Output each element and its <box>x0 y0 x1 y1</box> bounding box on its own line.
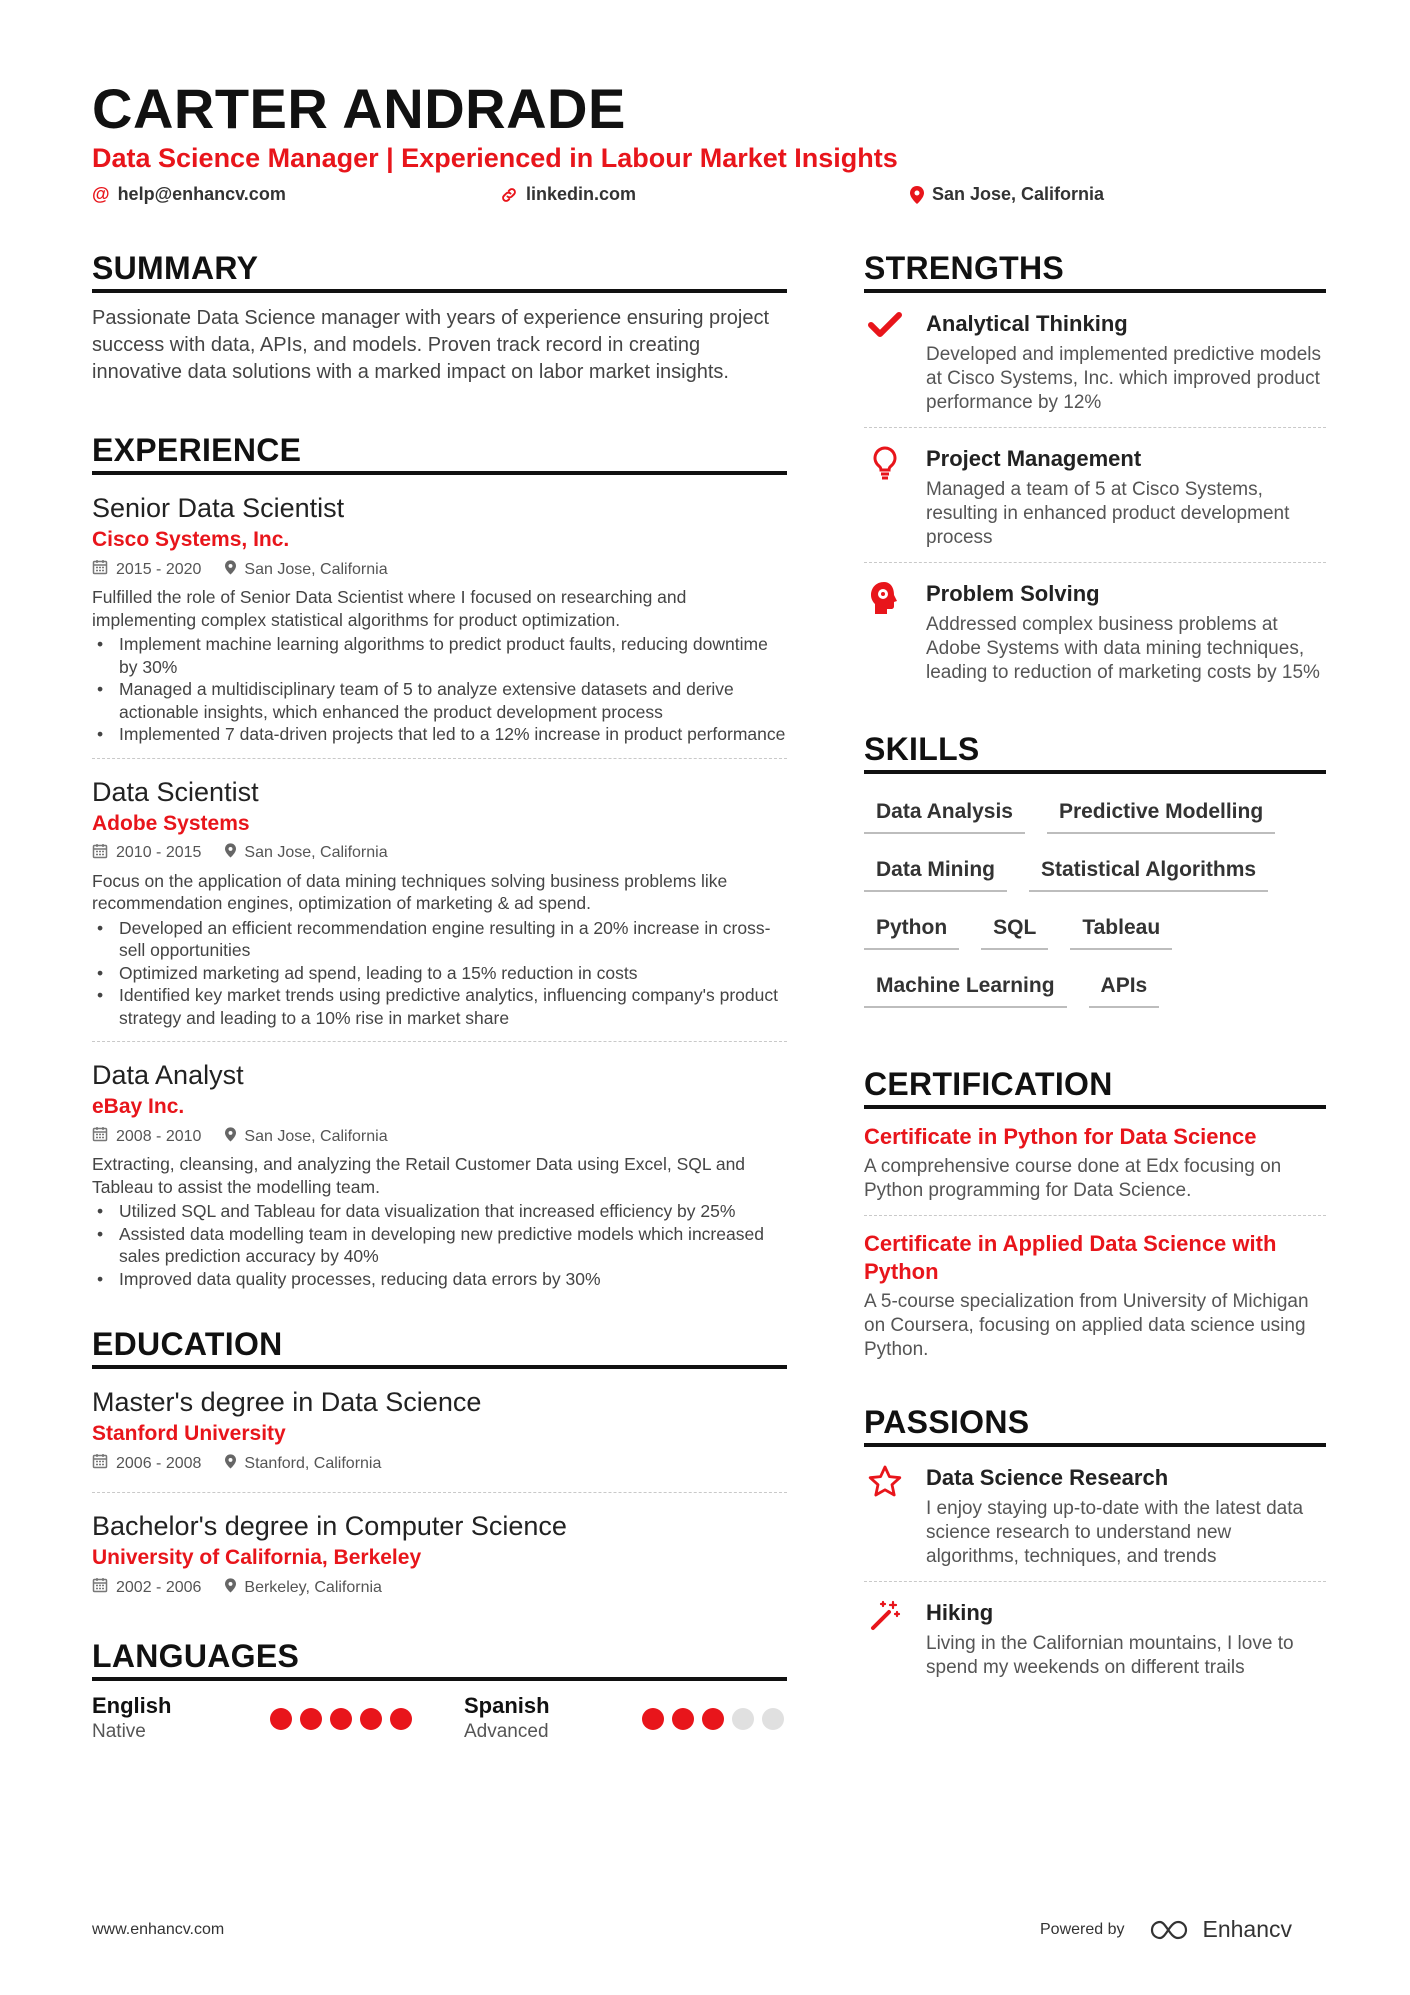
skill-tag: Data Mining <box>864 850 1007 892</box>
map-pin-icon <box>225 843 236 863</box>
bullet-item: • Optimized marketing ad spend, leading to a 15% reduction in costs <box>92 962 787 985</box>
rating-dot-filled <box>360 1708 382 1730</box>
strength-item <box>864 438 1326 563</box>
certification-description: A comprehensive course done at Edx focusing on Python programming for Data Science. <box>864 1156 1282 1201</box>
calendar-icon <box>92 559 108 580</box>
entry-meta <box>92 843 787 864</box>
experience-entry <box>92 769 787 1043</box>
entry-location: San Jose, California <box>244 844 388 861</box>
right-column <box>864 250 1326 1702</box>
bullet-item: • Assisted data modelling team in developing new predictive models which increased sales prediction accuracy by 40% <box>92 1223 787 1268</box>
strength-item <box>864 303 1326 428</box>
entry-dates: 2008 - 2010 <box>116 1127 202 1145</box>
strength-title: Analytical Thinking <box>926 311 1128 336</box>
job-title: Data Scientist <box>92 776 259 807</box>
entry-meta <box>92 1453 787 1474</box>
experience-section <box>92 432 787 1302</box>
company-name: Cisco Systems, Inc. <box>92 528 290 551</box>
strengths-title: STRENGTHS <box>864 250 1326 293</box>
calendar-icon <box>92 843 108 864</box>
degree: Bachelor's degree in Computer Science <box>92 1511 567 1541</box>
strength-description: Addressed complex business problems at Adobe Systems with data mining techniques, leading to reduction of marketing costs by 15% <box>926 614 1320 683</box>
map-pin-icon <box>225 1454 236 1474</box>
entry-description: Focus on the application of data mining techniques solving business problems like recommendation engines, optimization of marketing & ad spend. <box>92 870 728 913</box>
bullet-item: • Managed a multidisciplinary team of 5 to analyze extensive datasets and derive actionable insights, which enhanced the product development process <box>92 678 787 723</box>
education-title: EDUCATION <box>92 1326 787 1369</box>
summary-text: Passionate Data Science manager with years of experience ensuring project success with data, APIs, and models. Proven track record in creating innovative data solutions with a marked impact on labor market insights. <box>92 307 770 383</box>
contact-email[interactable] <box>92 184 286 205</box>
candidate-headline: Data Science Manager | Experienced in Labour Market Insights <box>92 143 898 173</box>
lightbulb-icon <box>864 444 906 550</box>
skill-tag: Data Analysis <box>864 792 1025 834</box>
language-level: Advanced <box>464 1721 549 1742</box>
degree: Master's degree in Data Science <box>92 1387 482 1417</box>
strength-title: Project Management <box>926 446 1142 471</box>
language-list <box>92 1693 787 1745</box>
certification-description: A 5-course specialization from University of Michigan on Coursera, focusing on applied data science using Python. <box>864 1291 1309 1360</box>
summary-title: SUMMARY <box>92 250 787 293</box>
strengths-section <box>864 250 1326 697</box>
certification-section <box>864 1066 1326 1374</box>
at-icon: @ <box>92 184 110 204</box>
rating-dot-empty <box>762 1708 784 1730</box>
skill-tag: APIs <box>1089 966 1160 1008</box>
bullet-item: • Developed an efficient recommendation engine resulting in a 20% increase in cross-sell opportunities <box>92 917 787 962</box>
entry-description: Extracting, cleansing, and analyzing the Retail Customer Data using Excel, SQL and Tableau to assist the modelling team. <box>92 1154 746 1197</box>
map-pin-icon <box>225 560 236 580</box>
entry-bullets <box>92 1200 787 1290</box>
left-column <box>92 250 787 1745</box>
star-icon <box>864 1463 906 1569</box>
summary-section <box>92 250 787 386</box>
languages-section <box>92 1638 787 1745</box>
rating-dot-filled <box>672 1708 694 1730</box>
map-pin-icon <box>910 186 924 204</box>
certification-name: Certificate in Python for Data Science <box>864 1124 1257 1149</box>
skills-list <box>864 784 1326 1024</box>
entry-description: Fulfilled the role of Senior Data Scientist where I focused on researching and implementing complex statistical algorithms for product optimization. <box>92 587 687 630</box>
language-rating <box>270 1708 412 1730</box>
location-text: San Jose, California <box>932 184 1105 204</box>
languages-title: LANGUAGES <box>92 1638 787 1681</box>
calendar-icon <box>92 1453 108 1474</box>
school-name: University of California, Berkeley <box>92 1546 422 1569</box>
education-section <box>92 1326 787 1616</box>
footer-website[interactable]: www.enhancv.com <box>92 1921 225 1938</box>
skills-title: SKILLS <box>864 731 1326 774</box>
link-icon <box>500 186 518 204</box>
skill-tag: Python <box>864 908 959 950</box>
contact-linkedin[interactable] <box>500 184 636 205</box>
bullet-item: • Implement machine learning algorithms to predict product faults, reducing downtime by 30% <box>92 633 787 678</box>
bullet-item: • Identified key market trends using predictive analytics, influencing company's product strategy and leading to a 10% rise in market share <box>92 984 787 1029</box>
calendar-icon <box>92 1577 108 1598</box>
strength-title: Problem Solving <box>926 581 1100 606</box>
skill-tag: Tableau <box>1070 908 1172 950</box>
entry-dates: 2002 - 2006 <box>116 1578 202 1596</box>
magic-wand-icon <box>864 1598 906 1680</box>
entry-location: San Jose, California <box>244 1127 388 1145</box>
education-entry <box>92 1379 787 1493</box>
rating-dot-empty <box>732 1708 754 1730</box>
enhancv-logo[interactable] <box>1149 1916 1293 1943</box>
calendar-icon <box>92 1126 108 1147</box>
job-title: Data Analyst <box>92 1060 244 1090</box>
passion-title: Hiking <box>926 1600 994 1625</box>
rating-dot-filled <box>270 1708 292 1730</box>
language-rating <box>642 1708 784 1730</box>
strength-description: Managed a team of 5 at Cisco Systems, resulting in enhanced product development process <box>926 479 1290 548</box>
strength-description: Developed and implemented predictive models at Cisco Systems, Inc. which improved product performance by 12% <box>926 344 1322 413</box>
bullet-item: • Implemented 7 data-driven projects that led to a 12% increase in product performance <box>92 723 787 746</box>
skill-tag: SQL <box>981 908 1048 950</box>
entry-dates: 2010 - 2015 <box>116 844 202 861</box>
skill-tag: Machine Learning <box>864 966 1067 1008</box>
candidate-name: CARTER ANDRADE <box>92 77 626 140</box>
certification-name: Certificate in Applied Data Science with Python <box>864 1231 1277 1284</box>
education-entry <box>92 1503 787 1616</box>
certification-title: CERTIFICATION <box>864 1066 1326 1109</box>
language-level: Native <box>92 1721 146 1742</box>
bullet-item: • Utilized SQL and Tableau for data visualization that increased efficiency by 25% <box>92 1200 787 1223</box>
passion-item <box>864 1592 1326 1692</box>
language-name: English <box>92 1693 172 1718</box>
certification-item <box>864 1226 1326 1374</box>
rating-dot-filled <box>642 1708 664 1730</box>
rating-dot-filled <box>300 1708 322 1730</box>
passion-title: Data Science Research <box>926 1465 1169 1490</box>
linkedin-text[interactable]: linkedin.com <box>526 184 637 204</box>
entry-location: Stanford, California <box>244 1454 382 1472</box>
head-brain-icon <box>864 579 906 685</box>
experience-title: EXPERIENCE <box>92 432 787 475</box>
company-name: Adobe Systems <box>92 811 250 835</box>
passions-title: PASSIONS <box>864 1404 1326 1447</box>
bullet-item: • Improved data quality processes, reducing data errors by 30% <box>92 1268 787 1291</box>
entry-bullets <box>92 917 787 1030</box>
rating-dot-filled <box>702 1708 724 1730</box>
job-title: Senior Data Scientist <box>92 493 345 523</box>
skill-tag: Predictive Modelling <box>1047 792 1275 834</box>
powered-by-text: Powered by <box>1040 1920 1125 1938</box>
entry-meta <box>92 1577 787 1598</box>
entry-meta <box>92 1126 787 1147</box>
entry-meta <box>92 559 787 580</box>
rating-dot-filled <box>390 1708 412 1730</box>
passion-item <box>864 1457 1326 1582</box>
passion-description: I enjoy staying up-to-date with the latest data science research to understand new algorithms, techniques, and trends <box>926 1498 1304 1567</box>
language-item <box>464 1693 784 1745</box>
entry-location: San Jose, California <box>244 560 388 578</box>
experience-entry <box>92 1052 787 1302</box>
rating-dot-filled <box>330 1708 352 1730</box>
skill-tag: Statistical Algorithms <box>1029 850 1268 892</box>
language-name: Spanish <box>464 1693 550 1718</box>
entry-location: Berkeley, California <box>244 1578 382 1596</box>
strength-item <box>864 573 1326 697</box>
checkmark-icon <box>864 309 906 415</box>
map-pin-icon <box>225 1578 236 1598</box>
experience-entry <box>92 485 787 759</box>
email-text[interactable]: help@enhancv.com <box>117 184 286 204</box>
passion-description: Living in the Californian mountains, I love to spend my weekends on different trails <box>926 1633 1294 1678</box>
skills-section <box>864 731 1326 1024</box>
language-item <box>92 1693 412 1745</box>
footer-branding <box>1040 1916 1292 1943</box>
school-name: Stanford University <box>92 1422 286 1445</box>
entry-dates: 2006 - 2008 <box>116 1454 202 1472</box>
contact-location <box>910 184 1104 205</box>
certification-item <box>864 1119 1326 1216</box>
map-pin-icon <box>225 1127 236 1147</box>
entry-dates: 2015 - 2020 <box>116 560 202 578</box>
company-name: eBay Inc. <box>92 1095 185 1118</box>
brand-name: Enhancv <box>1202 1916 1293 1942</box>
passions-section <box>864 1404 1326 1692</box>
entry-bullets <box>92 633 787 746</box>
